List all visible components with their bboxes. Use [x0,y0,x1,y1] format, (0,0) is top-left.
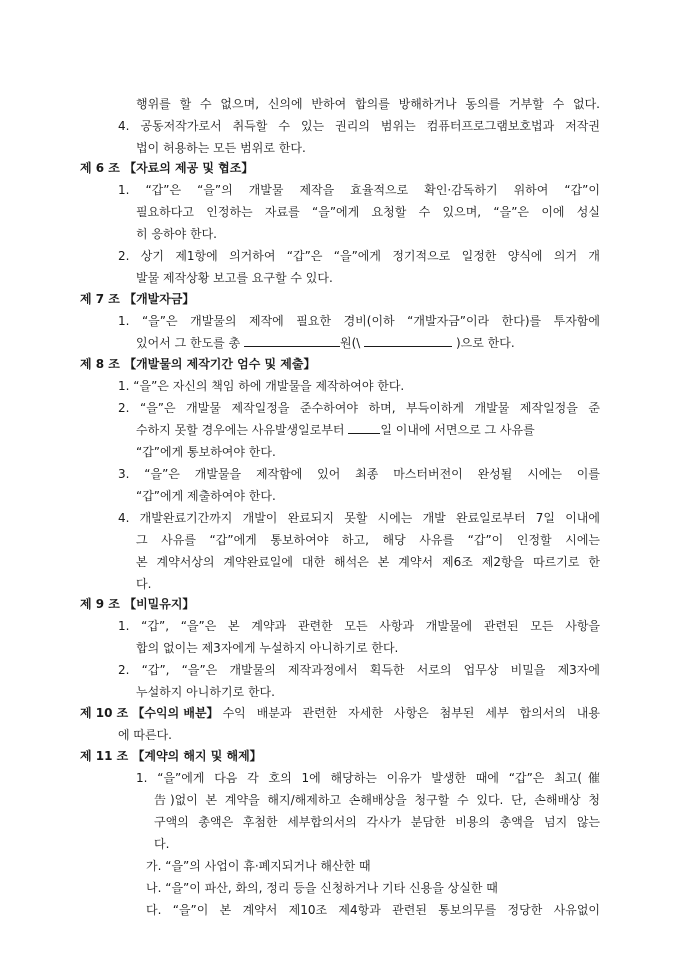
article-7-heading: 제 7 조 【개발자금】 [80,292,195,306]
text-segment: 수익 배분과 관련한 자세한 사항은 첨부된 세부 합의서의 내용 [222,706,600,720]
text-line [136,421,535,439]
text-line: 나. “을”이 파산, 화의, 정리 등을 신청하거나 기타 신용을 상실한 때 [146,881,498,895]
text-line: 가. “을”의 사업이 휴·폐지되거나 해산한 때 [146,859,371,873]
text-line: 구액의 총액은 후첨한 세부합의서의 각사가 분담한 비용의 총액을 넘지 않는 [154,815,600,829]
text-line: 히 응하야 한다. [136,227,217,241]
text-line: 1. “을”은 개발물의 제작에 필요한 경비(이하 “개발자금”이라 한다)를 투자함에 [118,314,600,328]
text-line: “갑”에게 제출하여야 한다. [136,489,276,503]
text-segment: 있어서 그 한도를 총 [136,336,241,350]
amount-blank [244,334,340,347]
text-segment: )으로 한다. [456,336,515,350]
text-line: 필요하다고 인정하는 자료를 “을”에게 요청할 수 있으며, “을”은 이에 성실 [136,205,600,219]
article-6-heading: 제 6 조 【자료의 제공 및 협조】 [80,161,254,175]
text-line: 1. “을”은 자신의 책임 하에 개발물을 제작하여야 한다. [118,379,405,393]
text-line: 에 따른다. [118,728,172,742]
text-line: 그 사유를 “갑”에게 통보하여야 하고, 해당 사유를 “갑”이 인정할 시에는 [136,533,600,547]
text-line: 3. “을”은 개발물을 제작함에 있어 최종 마스터버전이 완성될 시에는 이를 [118,467,600,481]
text-segment: 일 이내에 서면으로 그 사유를 [380,423,535,437]
text-segment: 수하지 못할 경우에는 사유발생일로부터 [136,423,345,437]
text-line: 법이 허용하는 모든 범위로 한다. [136,141,306,155]
text-line: 본 계약서상의 계약완료일에 대한 해석은 본 계약서 제6조 제2항을 따르기로 한 [136,555,600,569]
article-11-heading: 제 11 조 【계약의 해지 및 해제】 [80,749,262,763]
text-line: 합의 없이는 제3자에게 누설하지 아니하기로 한다. [136,641,399,655]
text-line: 누설하지 아니하기로 한다. [136,685,275,699]
text-line: 告)없이 본 계약을 해지/해제하고 손해배상을 청구할 수 있다. 단, 손해배상 청 [154,793,600,807]
article-10-heading: 제 10 조 【수익의 배분】 [80,706,219,720]
text-line: 2. 상기 제1항에 의거하여 “갑”은 “을”에게 정기적으로 일정한 양식에 의거 개 [118,249,600,263]
text-line: 다. [154,837,170,851]
article-10-line [80,704,600,722]
text-line: 2. “을”은 개발물 제작일정을 준수하여야 하며, 부득이하게 개발물 제작일정을 준 [118,401,600,415]
article-9-heading: 제 9 조 【비밀유지】 [80,597,195,611]
text-line: 1. “갑”은 “을”의 개발물 제작을 효율적으로 확인·감독하기 위하여 “갑”이 [118,183,600,197]
text-line: 발물 제작상황 보고를 요구할 수 있다. [136,271,333,285]
text-line: 다. “을”이 본 계약서 제10조 제4항과 관련된 통보의무를 정당한 사유없이 [146,903,600,917]
article-8-heading: 제 8 조 【개발물의 제작기간 엄수 및 제출】 [80,357,316,371]
text-line: 다. [136,577,152,591]
days-blank [348,421,380,434]
text-segment: 원(\ [340,336,361,350]
text-line: 행위를 할 수 없으며, 신의에 반하여 합의를 방해하거나 동의를 거부할 수 없다. [136,97,600,111]
text-line: 2. “갑”, “을”은 개발물의 제작과정에서 획득한 서로의 업무상 비밀을 제3자에 [118,663,600,677]
text-line [136,334,515,352]
text-line: 4. 개발완료기간까지 개발이 완료되지 못할 시에는 개발 완료일로부터 7일 이내에 [118,511,600,525]
text-line: 1. “을”에게 다음 각 호의 1에 해당하는 이유가 발생한 때에 “갑”은 최고(催 [136,771,600,785]
text-line: “갑”에게 통보하여야 한다. [136,445,276,459]
text-line: 4. 공동저작가로서 취득할 수 있는 권리의 범위는 컴퓨터프로그램보호법과 저작권 [118,119,600,133]
text-line: 1. “갑”, “을”은 본 계약과 관련한 모든 사항과 개발물에 관련된 모든 사항을 [118,619,600,633]
amount-blank [364,334,452,347]
